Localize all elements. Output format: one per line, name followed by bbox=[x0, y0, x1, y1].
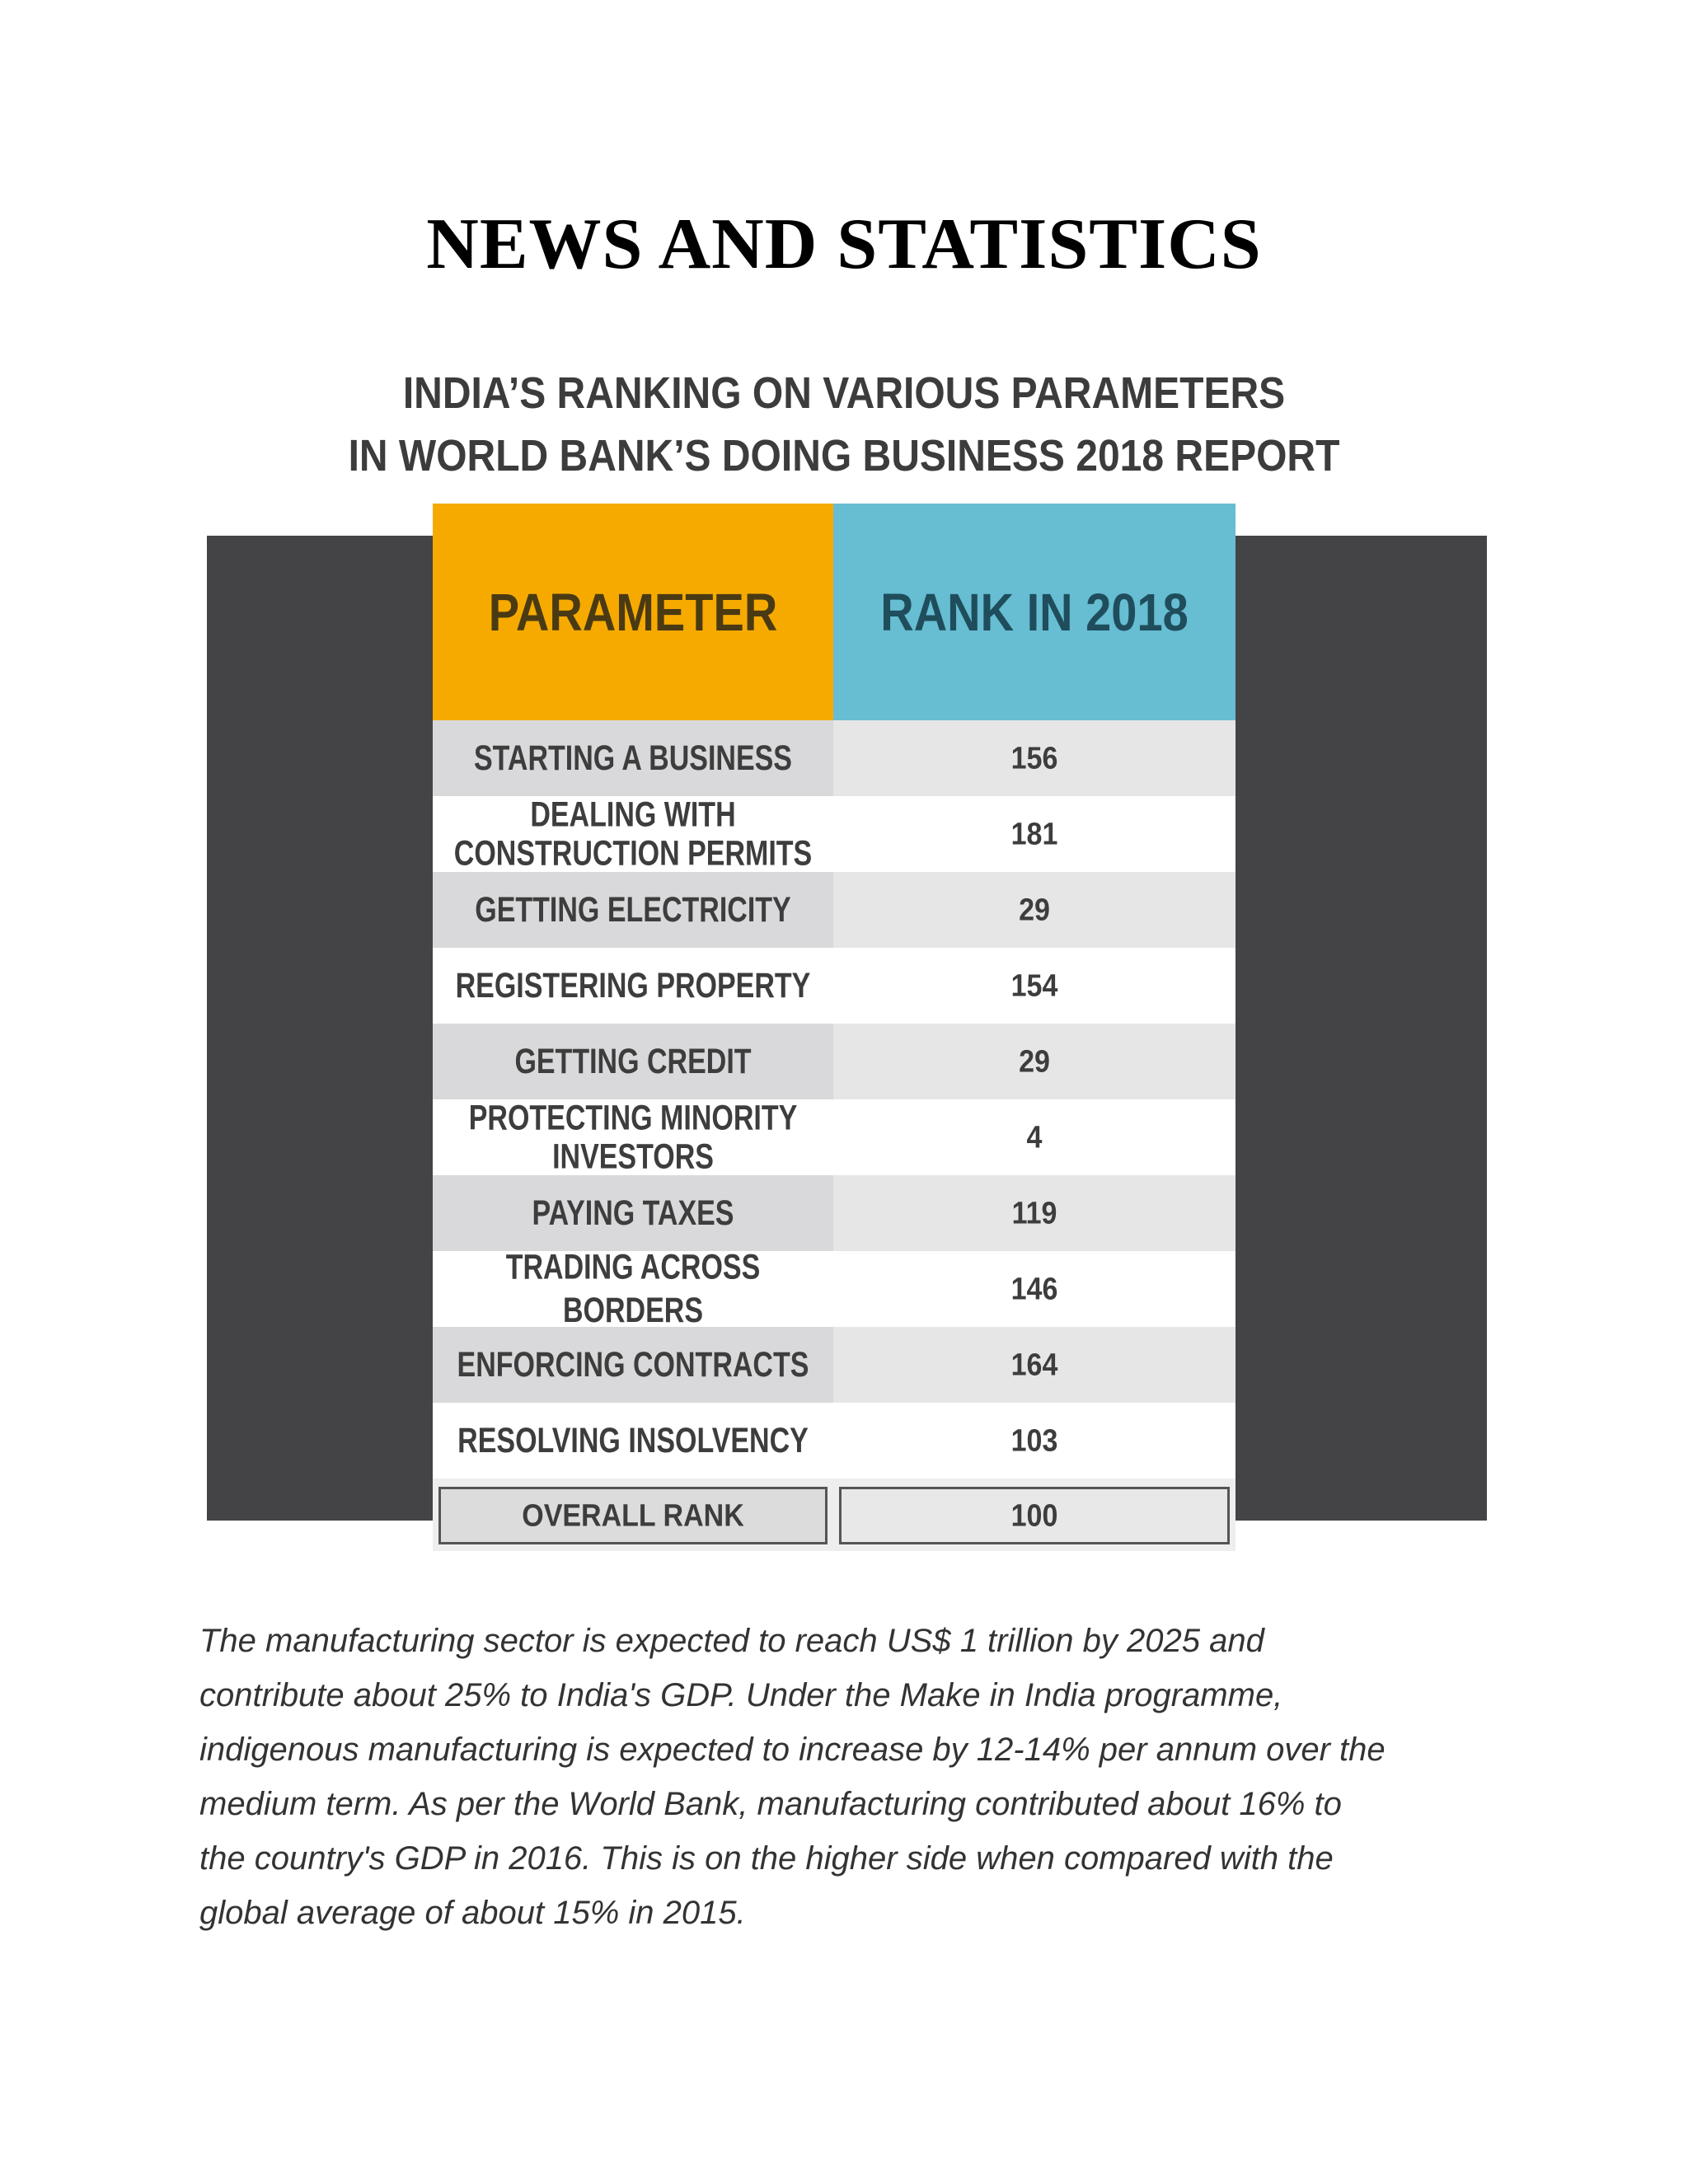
rank-cell: 156 bbox=[833, 720, 1236, 796]
table-row bbox=[433, 720, 1236, 796]
paragraph-line: indigenous manufacturing is expected to increase by 12-14% per annum over the bbox=[199, 1732, 1386, 1768]
parameter-cell: DEALING WITH CONSTRUCTION PERMITS bbox=[433, 796, 833, 872]
page-title: NEWS AND STATISTICS bbox=[426, 204, 1262, 284]
table-row bbox=[433, 1327, 1236, 1403]
overall-rank-label: OVERALL RANK bbox=[438, 1487, 828, 1544]
parameter-cell: RESOLVING INSOLVENCY bbox=[433, 1403, 833, 1479]
table-row bbox=[433, 948, 1236, 1024]
table-row bbox=[433, 1247, 1236, 1331]
paragraph-line: medium term. As per the World Bank, manufacturing contributed about 16% to bbox=[199, 1786, 1342, 1822]
parameter-cell: GETTING ELECTRICITY bbox=[433, 872, 833, 948]
parameter-cell: TRADING ACROSS BORDERS bbox=[433, 1251, 833, 1327]
rank-cell: 146 bbox=[833, 1251, 1236, 1327]
parameter-cell: STARTING A BUSINESS bbox=[433, 720, 833, 796]
infographic-title-line-2: IN WORLD BANK’S DOING BUSINESS 2018 REPORT bbox=[348, 432, 1340, 481]
table-row bbox=[433, 1403, 1236, 1479]
parameter-cell: REGISTERING PROPERTY bbox=[433, 948, 833, 1024]
table-header bbox=[433, 504, 1236, 720]
rank-cell: 29 bbox=[833, 1024, 1236, 1099]
manufacturing-paragraph bbox=[199, 1614, 1502, 1940]
parameter-cell: PROTECTING MINORITY INVESTORS bbox=[433, 1099, 833, 1175]
rank-column-header: RANK IN 2018 bbox=[833, 504, 1236, 720]
ranking-table bbox=[433, 504, 1236, 1551]
parameter-cell: GETTING CREDIT bbox=[433, 1024, 833, 1099]
parameter-cell: PAYING TAXES bbox=[433, 1175, 833, 1251]
rank-cell: 164 bbox=[833, 1327, 1236, 1403]
rank-cell: 103 bbox=[833, 1403, 1236, 1479]
paragraph-line: contribute about 25% to India's GDP. Under the Make in India programme, bbox=[199, 1677, 1283, 1713]
table-row bbox=[433, 796, 1236, 872]
overall-rank-value: 100 bbox=[839, 1487, 1230, 1544]
infographic-title bbox=[0, 363, 1688, 488]
parameter-cell: ENFORCING CONTRACTS bbox=[433, 1327, 833, 1403]
rank-cell: 181 bbox=[833, 796, 1236, 872]
table-row bbox=[433, 872, 1236, 948]
paragraph-line: The manufacturing sector is expected to reach US$ 1 trillion by 2025 and bbox=[199, 1623, 1264, 1659]
rank-cell: 154 bbox=[833, 948, 1236, 1024]
paragraph-line: the country's GDP in 2016. This is on the higher side when compared with the bbox=[199, 1840, 1334, 1877]
rank-cell: 4 bbox=[833, 1099, 1236, 1175]
table-row bbox=[433, 1099, 1236, 1175]
table-row bbox=[433, 1024, 1236, 1099]
rank-cell: 29 bbox=[833, 872, 1236, 948]
infographic-title-line-1: INDIA’S RANKING ON VARIOUS PARAMETERS bbox=[402, 368, 1286, 419]
parameter-column-header: PARAMETER bbox=[433, 504, 833, 720]
table-row bbox=[433, 1175, 1236, 1251]
overall-rank-row bbox=[433, 1479, 1236, 1551]
rank-cell: 119 bbox=[833, 1175, 1236, 1251]
paragraph-line: global average of about 15% in 2015. bbox=[199, 1895, 746, 1931]
